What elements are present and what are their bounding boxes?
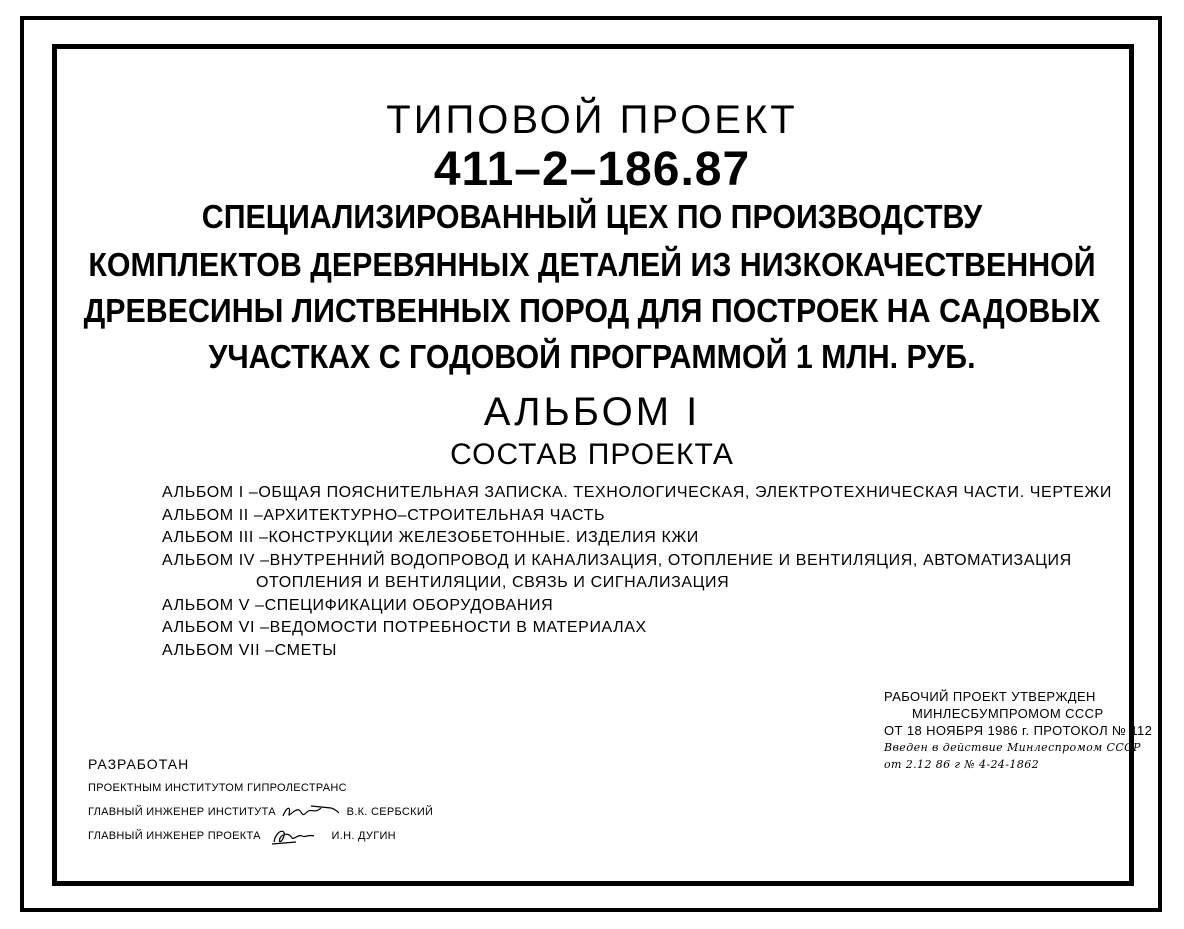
approval-line-2: МИНЛЕСБУМПРОМОМ СССР — [912, 706, 1104, 721]
approval-block — [884, 688, 1152, 773]
signature-icon — [266, 826, 326, 846]
album-list-item: АЛЬБОМ II –АРХИТЕКТУРНО–СТРОИТЕЛЬНАЯ ЧАСТЬ — [162, 506, 606, 524]
signature-icon — [281, 802, 341, 822]
album-list-item: АЛЬБОМ V –СПЕЦИФИКАЦИИ ОБОРУДОВАНИЯ — [162, 596, 554, 614]
project-name-line-2: КОМПЛЕКТОВ ДЕРЕВЯННЫХ ДЕТАЛЕЙ ИЗ НИЗКОКАЧЕСТВЕННОЙ — [88, 246, 1096, 283]
project-name-line-3: ДРЕВЕСИНЫ ЛИСТВЕННЫХ ПОРОД ДЛЯ ПОСТРОЕК НА САДОВЫХ — [83, 292, 1101, 329]
approval-line-1: РАБОЧИЙ ПРОЕКТ УТВЕРЖДЕН — [884, 689, 1096, 704]
project-name-line-4: УЧАСТКАХ С ГОДОВОЙ ПРОГРАММОЙ 1 МЛН. РУБ. — [208, 338, 976, 375]
approval-line-4: Введен в действие Минлеспромом СССР — [884, 741, 1141, 754]
chief-engineer-project-label: ГЛАВНЫЙ ИНЖЕНЕР ПРОЕКТА — [88, 830, 261, 842]
chief-engineer-project-name: И.Н. ДУГИН — [331, 830, 396, 842]
chief-engineer-project-row — [88, 824, 433, 848]
chief-engineer-institute-row — [88, 800, 433, 824]
album-list-item: АЛЬБОМ VII –СМЕТЫ — [162, 641, 337, 659]
approval-line-3: ОТ 18 НОЯБРЯ 1986 г. ПРОТОКОЛ № 112 — [884, 723, 1153, 738]
project-number: 411–2–186.87 — [433, 143, 751, 196]
chief-engineer-institute-label: ГЛАВНЫЙ ИНЖЕНЕР ИНСТИТУТА — [88, 806, 276, 818]
document-type-title: ТИПОВОЙ ПРОЕКТ — [386, 98, 798, 142]
chief-engineer-institute-name: В.К. СЕРБСКИЙ — [346, 806, 434, 818]
developer-institute: ПРОЕКТНЫМ ИНСТИТУТОМ ГИПРОЛЕСТРАНС — [88, 782, 347, 794]
composition-title: СОСТАВ ПРОЕКТА — [450, 438, 734, 471]
album-list-item-continuation: ОТОПЛЕНИЯ И ВЕНТИЛЯЦИИ, СВЯЗЬ И СИГНАЛИЗАЦИЯ — [256, 574, 730, 591]
album-title: АЛЬБОМ I — [483, 390, 701, 434]
developer-heading: РАЗРАБОТАН — [88, 756, 190, 772]
developer-block — [88, 752, 433, 848]
approval-line-5: от 2.12 86 г № 4-24-1862 — [884, 758, 1040, 771]
project-name-line-1: СПЕЦИАЛИЗИРОВАННЫЙ ЦЕХ ПО ПРОИЗВОДСТВУ — [201, 198, 983, 235]
album-list-item: АЛЬБОМ III –КОНСТРУКЦИИ ЖЕЛЕЗОБЕТОННЫЕ. ИЗДЕЛИЯ КЖИ — [162, 529, 699, 546]
album-list-item: АЛЬБОМ VI –ВЕДОМОСТИ ПОТРЕБНОСТИ В МАТЕРИАЛАХ — [162, 619, 647, 636]
album-list-item: АЛЬБОМ I –ОБЩАЯ ПОЯСНИТЕЛЬНАЯ ЗАПИСКА. ТЕХНОЛОГИЧЕСКАЯ, ЭЛЕКТРОТЕХНИЧЕСКАЯ ЧАСТИ. ЧЕРТЕЖИ — [162, 484, 1113, 501]
album-list — [162, 482, 1113, 662]
album-list-item: АЛЬБОМ IV –ВНУТРЕННИЙ ВОДОПРОВОД И КАНАЛИЗАЦИЯ, ОТОПЛЕНИЕ И ВЕНТИЛЯЦИЯ, АВТОМАТИЗАЦИЯ — [162, 551, 1072, 569]
